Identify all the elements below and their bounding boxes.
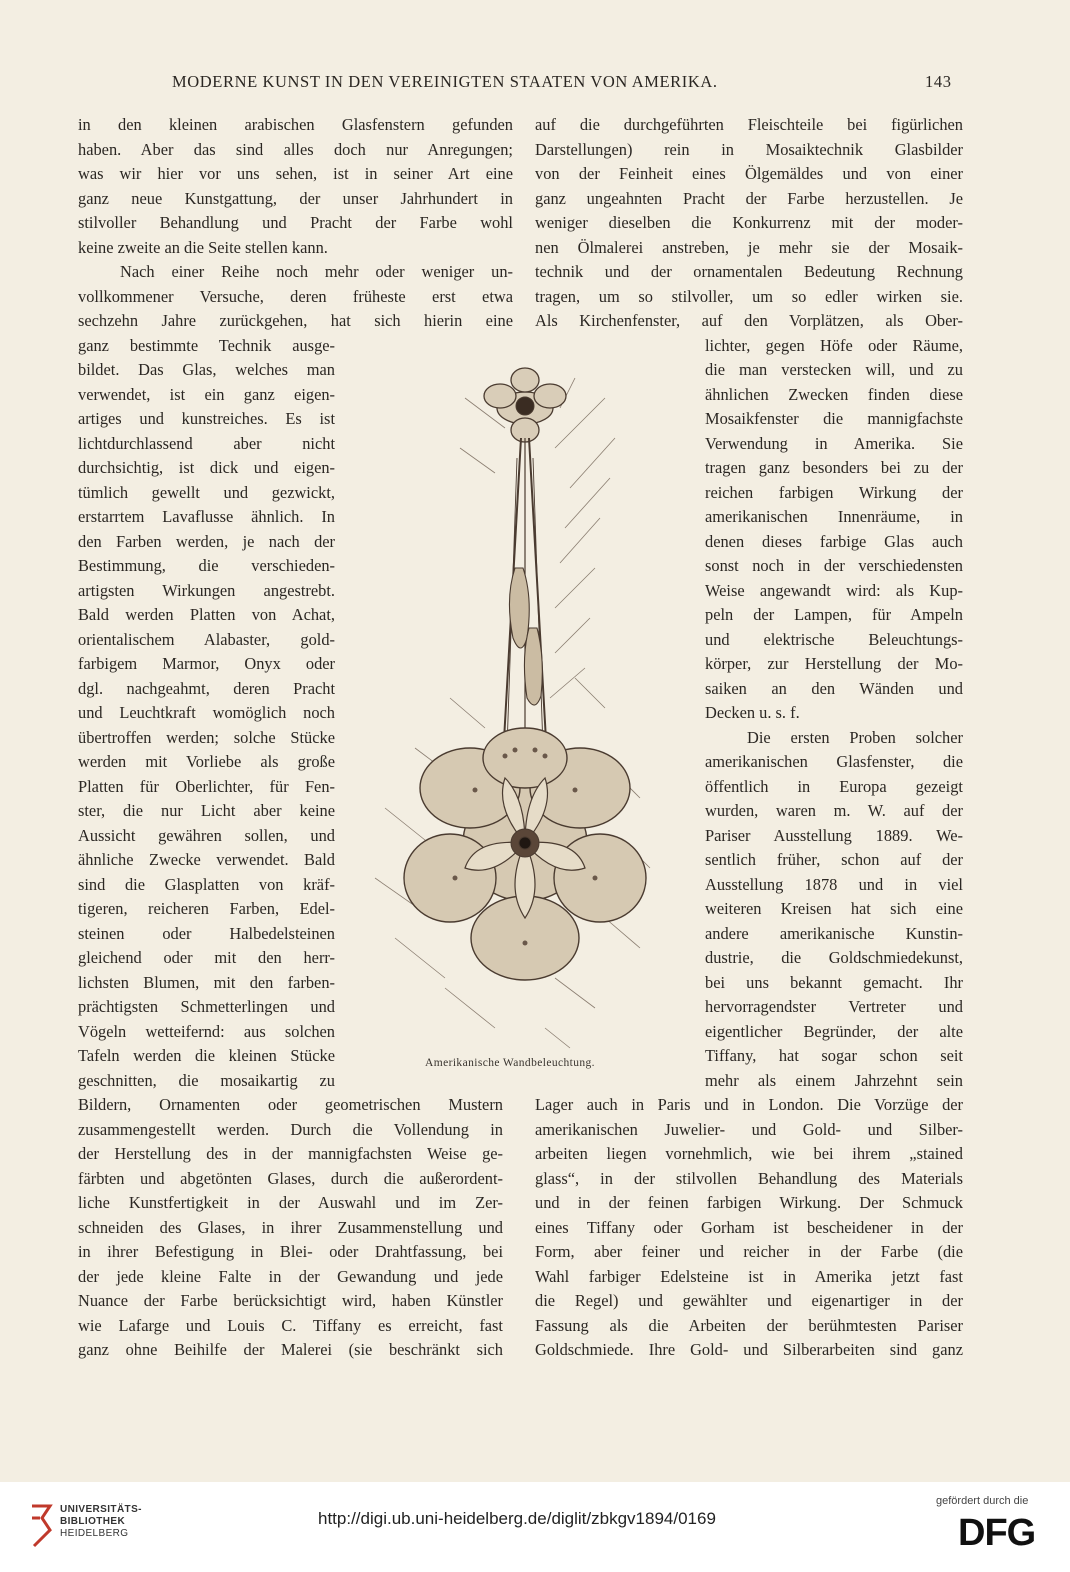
- text-line: körper, zur Herstellung der Mo-: [705, 654, 963, 673]
- text-line: ganz ungeahnten Pracht der Farbe herzustellen. Je: [535, 188, 963, 208]
- text-line: öffentlich in Europa gezeigt: [705, 776, 963, 796]
- text-line: in ihrer Befestigung in Blei- oder Drahtfassung, bei: [78, 1242, 503, 1261]
- text-line: eigentlicher Begründer, der alte: [705, 1021, 963, 1041]
- wall-lamp-illustration: [355, 338, 665, 1058]
- text-line: Weise angewandt wird: als Kup-: [705, 580, 963, 600]
- text-line: Aussicht gewähren sollen, und: [78, 825, 335, 845]
- text-line: sonst noch in der verschiedensten: [705, 556, 963, 575]
- text-line: glass“, in der stilvollen Behandlung des Materials: [535, 1168, 963, 1188]
- text-line: Decken u. s. f.: [705, 703, 800, 722]
- text-line: sechzehn Jahre zurückgehen, hat sich hierin eine: [78, 311, 513, 330]
- text-line: bei uns bekannt gemacht. Ihr: [705, 972, 963, 992]
- text-line: bildet. Das Glas, welches man: [78, 360, 335, 379]
- text-line: artiges und kunstreiches. Es ist: [78, 409, 335, 428]
- text-line: Vögeln wetteifernd: aus solchen: [78, 1021, 335, 1041]
- text-line: färbten und abgetönten Glases, durch die außerordent-: [78, 1168, 503, 1188]
- text-line: und elektrische Beleuchtungs-: [705, 629, 963, 649]
- left-column-narrow: [78, 334, 335, 1094]
- text-line: ähnliche Zwecke verwendet. Bald: [78, 850, 335, 869]
- text-line: die man verstecken will, und zu: [705, 360, 963, 379]
- text-line: Nach einer Reihe noch mehr oder weniger un-: [120, 262, 513, 281]
- text-line: ganz neue Kunstgattung, der unser Jahrhundert in: [78, 188, 513, 208]
- page-number: 143: [925, 72, 952, 91]
- text-line: Tiffany, hat sogar schon seit: [705, 1046, 963, 1065]
- text-line: ganz bestimmte Technik ausge-: [78, 335, 335, 355]
- library-logo-icon: [28, 1502, 54, 1550]
- text-line: vollkommener Versuche, deren früheste erst etwa: [78, 286, 513, 306]
- text-line: orientalischem Alabaster, gold-: [78, 629, 335, 649]
- text-line: durchsichtig, ist dick und eigen-: [78, 458, 335, 477]
- text-line: Goldschmiede. Ihre Gold- und Silberarbeiten sind ganz: [535, 1340, 963, 1359]
- text-line: der Herstellung des in der mannigfachsten Weise ge-: [78, 1144, 503, 1163]
- right-column-narrow: [705, 334, 963, 1094]
- text-line: Als Kirchenfenster, auf den Vorplätzen, als Ober-: [535, 311, 963, 330]
- text-line: arbeiten liegen vornehmlich, wie bei ihrem „stained: [535, 1144, 963, 1163]
- text-line: nen Ölmalerei anstreben, je mehr sie der Mosaik-: [535, 237, 963, 257]
- text-line: hervorragendster Vertreter und: [705, 997, 963, 1016]
- text-line: Bestimmung, die verschieden-: [78, 556, 335, 575]
- figure-caption: Amerikanische Wandbeleuchtung.: [425, 1057, 595, 1069]
- text-line: Mosaikfenster die mannigfachste: [705, 409, 963, 428]
- text-line: prächtigsten Schmetterlingen und: [78, 997, 335, 1016]
- text-line: farbigem Marmor, Onyx oder: [78, 654, 335, 673]
- text-line: von der Feinheit eines Ölgemäldes und von einer: [535, 164, 963, 183]
- library-name-line-3: HEIDELBERG: [60, 1528, 129, 1539]
- text-line: erstarrtem Lavaflusse ähnlich. In: [78, 507, 335, 526]
- left-column-top: [78, 113, 513, 334]
- text-line: ster, die nur Licht aber keine: [78, 801, 335, 820]
- text-line: übertroffen werden; solche Stücke: [78, 727, 335, 747]
- text-line: Darstellungen) rein in Mosaiktechnik Glasbilder: [535, 139, 963, 159]
- funding-note: gefördert durch die: [936, 1495, 1029, 1507]
- text-line: was wir hier vor uns sehen, ist in seiner Art eine: [78, 164, 513, 183]
- right-column-top: [535, 113, 963, 334]
- text-line: Lager auch in Paris und in London. Die Vorzüge der: [535, 1095, 963, 1114]
- text-line: tragen ganz besonders bei zu der: [705, 458, 963, 477]
- text-line: lichter, gegen Höfe oder Räume,: [705, 335, 963, 355]
- text-line: stilvoller Behandlung und Pracht der Farbe wohl: [78, 213, 513, 232]
- text-line: werden mit Vorliebe als große: [78, 752, 335, 771]
- text-line: dustrie, die Goldschmiedekunst,: [705, 948, 963, 967]
- text-line: sentlich früher, schon auf der: [705, 850, 963, 869]
- text-line: technik und der ornamentalen Bedeutung Rechnung: [535, 262, 963, 281]
- text-line: Nuance der Farbe berücksichtigt wird, haben Künstler: [78, 1291, 503, 1310]
- text-line: der jede kleine Falte in der Gewandung und jede: [78, 1266, 503, 1286]
- text-line: liche Kunstfertigkeit in der Auswahl und im Zer-: [78, 1193, 503, 1212]
- text-line: in den kleinen arabischen Glasfenstern gefunden: [78, 115, 513, 134]
- text-line: keine zweite an die Seite stellen kann.: [78, 237, 328, 257]
- text-line: wurden, waren m. W. auf der: [705, 801, 963, 820]
- text-line: und in der feinen farbigen Wirkung. Der Schmuck: [535, 1193, 963, 1212]
- text-line: tümlich gewellt und gezwickt,: [78, 482, 335, 502]
- text-line: geschnitten, die mosaikartig zu: [78, 1070, 335, 1090]
- text-line: tigeren, reicheren Farben, Edel-: [78, 899, 335, 918]
- text-line: Verwendung in Amerika. Sie: [705, 433, 963, 453]
- text-line: den Farben werden, je nach der: [78, 531, 335, 551]
- text-line: weniger dieselben die Konkurrenz mit der moder-: [535, 213, 963, 232]
- text-line: ganz ohne Beihilfe der Malerei (sie beschränkt sich: [78, 1340, 503, 1359]
- text-line: amerikanischen Innenräume, in: [705, 507, 963, 526]
- text-line: und Leuchtkraft womöglich noch: [78, 703, 335, 722]
- text-line: gleichend oder mit den herr-: [78, 948, 335, 967]
- text-line: peln der Lampen, für Ampeln: [705, 605, 963, 624]
- text-line: Form, aber feiner und reicher in der Farbe (die: [535, 1242, 963, 1261]
- text-line: Platten für Oberlichter, für Fen-: [78, 776, 335, 796]
- text-line: tragen, um so stilvoller, um so edler wirken sie.: [535, 286, 963, 306]
- left-column-bottom: [78, 1093, 503, 1363]
- text-line: dgl. nachgeahmt, deren Pracht: [78, 678, 335, 698]
- text-line: Bald werden Platten von Achat,: [78, 605, 335, 624]
- text-line: zusammengestellt werden. Durch die Vollendung in: [78, 1119, 503, 1139]
- text-line: haben. Aber das sind alles doch nur Anregungen;: [78, 139, 513, 159]
- text-line: schneiden des Glases, in ihrer Zusammenstellung und: [78, 1217, 503, 1237]
- text-line: steinen oder Halbedelsteinen: [78, 923, 335, 943]
- digitization-footer: [0, 1482, 1070, 1572]
- text-line: amerikanischen Glasfenster, die: [705, 752, 963, 771]
- text-line: lichsten Blumen, mit den farben-: [78, 972, 335, 992]
- right-column-bottom: [535, 1093, 963, 1363]
- text-line: Wahl farbiger Edelsteine ist in Amerika jetzt fast: [535, 1266, 963, 1286]
- text-line: mehr als einem Jahrzehnt sein: [705, 1070, 963, 1090]
- text-line: amerikanischen Juwelier- und Gold- und Silber-: [535, 1119, 963, 1139]
- text-line: Ausstellung 1878 und in viel: [705, 874, 963, 894]
- text-line: reichen farbigen Wirkung der: [705, 482, 963, 502]
- permalink-url[interactable]: http://digi.ub.uni-heidelberg.de/diglit/zbkgv1894/0169: [318, 1509, 716, 1528]
- text-line: Die ersten Proben solcher: [747, 727, 963, 747]
- text-line: die Regel) und gewählter und eigenartiger in der: [535, 1291, 963, 1310]
- library-name-line-1: UNIVERSITÄTS-: [60, 1504, 142, 1515]
- text-line: artigsten Wirkungen angestrebt.: [78, 580, 335, 600]
- text-line: verwendet, ist ein ganz eigen-: [78, 384, 335, 404]
- text-line: auf die durchgeführten Fleischteile bei figürlichen: [535, 115, 963, 134]
- text-line: ähnlichen Zwecken finden diese: [705, 384, 963, 404]
- text-line: weiteren Kreisen hat sich eine: [705, 899, 963, 918]
- text-line: Fassung als die Arbeiten der berühmtesten Pariser: [535, 1315, 963, 1335]
- text-line: saiken an den Wänden und: [705, 678, 963, 698]
- text-line: sind die Glasplatten von kräf-: [78, 874, 335, 894]
- library-name-line-2: BIBLIOTHEK: [60, 1516, 126, 1527]
- text-line: lichtdurchlassend aber nicht: [78, 433, 335, 453]
- text-line: wie Lafarge und Louis C. Tiffany es erreicht, fast: [78, 1315, 503, 1335]
- text-line: eines Tiffany oder Gorham ist bescheidener in der: [535, 1217, 963, 1237]
- text-line: denen dieses farbige Glas auch: [705, 531, 963, 551]
- text-line: Tafeln werden die kleinen Stücke: [78, 1046, 335, 1065]
- text-line: andere amerikanische Kunstin-: [705, 923, 963, 943]
- text-line: Bildern, Ornamenten oder geometrischen Mustern: [78, 1095, 503, 1114]
- dfg-logo: DFG: [958, 1512, 1036, 1554]
- running-title: MODERNE KUNST IN DEN VEREINIGTEN STAATEN VON AMERIKA.: [172, 72, 718, 91]
- text-line: Pariser Ausstellung 1889. We-: [705, 825, 963, 845]
